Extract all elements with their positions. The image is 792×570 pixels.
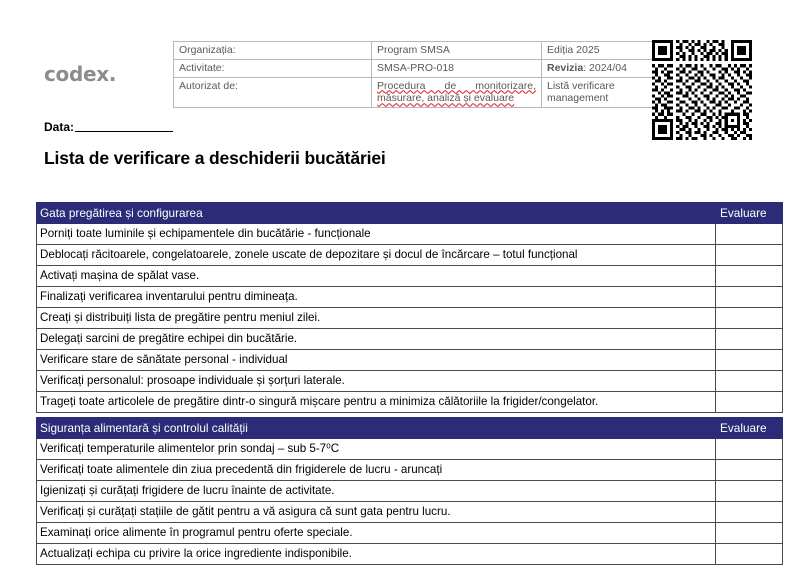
table-row bbox=[37, 502, 783, 523]
checklist-table-readiness bbox=[36, 202, 783, 413]
task-label: Finalizați verificarea inventarului pentru dimineața. bbox=[37, 287, 716, 308]
evaluation-cell[interactable] bbox=[716, 460, 783, 481]
task-label: Verificați temperaturile alimentelor prin sondaj – sub 5-7⁰C bbox=[37, 439, 716, 460]
spellcheck-text: Procedura de monitorizare, măsurare, analiză și evaluare bbox=[377, 79, 536, 105]
evaluation-cell[interactable] bbox=[716, 439, 783, 460]
task-label: Verificați toate alimentele din ziua precedentă din frigiderele de lucru - aruncați bbox=[37, 460, 716, 481]
date-input-blank[interactable] bbox=[75, 120, 173, 132]
table-row bbox=[37, 392, 783, 413]
task-label: Delegați sarcini de pregătire echipei din bucătărie. bbox=[37, 329, 716, 350]
meta-revision-label: Revizia bbox=[547, 61, 584, 74]
table-row bbox=[174, 59, 673, 77]
table-row bbox=[37, 350, 783, 371]
table-row bbox=[37, 371, 783, 392]
table-row bbox=[37, 287, 783, 308]
meta-value-organization: Program SMSA bbox=[372, 42, 542, 60]
task-label: Verificare stare de sănătate personal - individual bbox=[37, 350, 716, 371]
table-row bbox=[37, 481, 783, 502]
task-label: Verificați personalul: prosoape individuale și șorțuri laterale. bbox=[37, 371, 716, 392]
meta-label-activity: Activitate: bbox=[174, 59, 372, 77]
task-label: Verificați și curățați stațiile de gătit pentru a vă asigura că sunt gata pentru lucru. bbox=[37, 502, 716, 523]
section-header-readiness: Gata pregătirea și configurarea bbox=[37, 203, 716, 224]
table-header-row bbox=[37, 418, 783, 439]
evaluation-cell[interactable] bbox=[716, 392, 783, 413]
page-title: Lista de verificare a deschiderii bucătăriei bbox=[44, 148, 386, 168]
evaluation-cell[interactable] bbox=[716, 523, 783, 544]
table-row bbox=[37, 224, 783, 245]
table-row bbox=[37, 266, 783, 287]
evaluation-cell[interactable] bbox=[716, 502, 783, 523]
task-label: Activați mașina de spălat vase. bbox=[37, 266, 716, 287]
evaluation-cell[interactable] bbox=[716, 544, 783, 565]
document-meta-table bbox=[173, 41, 673, 108]
meta-document-type: Listă verificare management bbox=[542, 77, 673, 108]
task-label: Porniți toate luminile și echipamentele din bucătărie - funcționale bbox=[37, 224, 716, 245]
task-label: Deblocați răcitoarele, congelatoarele, zonele uscate de depozitare și docul de încărcare – totul funcțional bbox=[37, 245, 716, 266]
evaluation-cell[interactable] bbox=[716, 224, 783, 245]
column-header-evaluation: Evaluare bbox=[716, 203, 783, 224]
table-header-row bbox=[37, 203, 783, 224]
evaluation-cell[interactable] bbox=[716, 308, 783, 329]
company-logo: codex. bbox=[44, 62, 117, 86]
table-row bbox=[37, 439, 783, 460]
document-header-band bbox=[0, 0, 792, 112]
meta-revision-value: : 2024/04 bbox=[583, 61, 627, 74]
date-label: Data: bbox=[44, 120, 75, 134]
table-row bbox=[174, 77, 673, 108]
date-field[interactable] bbox=[44, 120, 173, 134]
meta-label-authorized-by: Autorizat de: bbox=[174, 77, 372, 108]
task-label: Trageți toate articolele de pregătire dintr-o singură mișcare pentru a minimiza călătoriile la frigider/congelator. bbox=[37, 392, 716, 413]
qr-code-icon bbox=[652, 40, 752, 140]
table-row bbox=[37, 329, 783, 350]
section-header-food-safety: Siguranța alimentară și controlul calității bbox=[37, 418, 716, 439]
table-row bbox=[37, 544, 783, 565]
task-label: Igienizați și curățați frigidere de lucru înainte de activitate. bbox=[37, 481, 716, 502]
evaluation-cell[interactable] bbox=[716, 371, 783, 392]
checklist-table-food-safety bbox=[36, 417, 783, 565]
meta-label-organization: Organizația: bbox=[174, 42, 372, 60]
evaluation-cell[interactable] bbox=[716, 481, 783, 502]
column-header-evaluation: Evaluare bbox=[716, 418, 783, 439]
table-row bbox=[37, 460, 783, 481]
table-row bbox=[37, 308, 783, 329]
meta-value-activity: SMSA-PRO-018 bbox=[372, 59, 542, 77]
table-row bbox=[37, 245, 783, 266]
task-label: Examinați orice alimente în programul pentru oferte speciale. bbox=[37, 523, 716, 544]
task-label: Actualizați echipa cu privire la orice ingrediente indisponibile. bbox=[37, 544, 716, 565]
table-row bbox=[174, 42, 673, 60]
evaluation-cell[interactable] bbox=[716, 287, 783, 308]
meta-edition: Ediția 2025 bbox=[542, 42, 673, 60]
evaluation-cell[interactable] bbox=[716, 245, 783, 266]
evaluation-cell[interactable] bbox=[716, 350, 783, 371]
evaluation-cell[interactable] bbox=[716, 266, 783, 287]
meta-value-authorized-by bbox=[372, 77, 542, 108]
table-row bbox=[37, 523, 783, 544]
evaluation-cell[interactable] bbox=[716, 329, 783, 350]
task-label: Creați și distribuiți lista de pregătire pentru meniul zilei. bbox=[37, 308, 716, 329]
